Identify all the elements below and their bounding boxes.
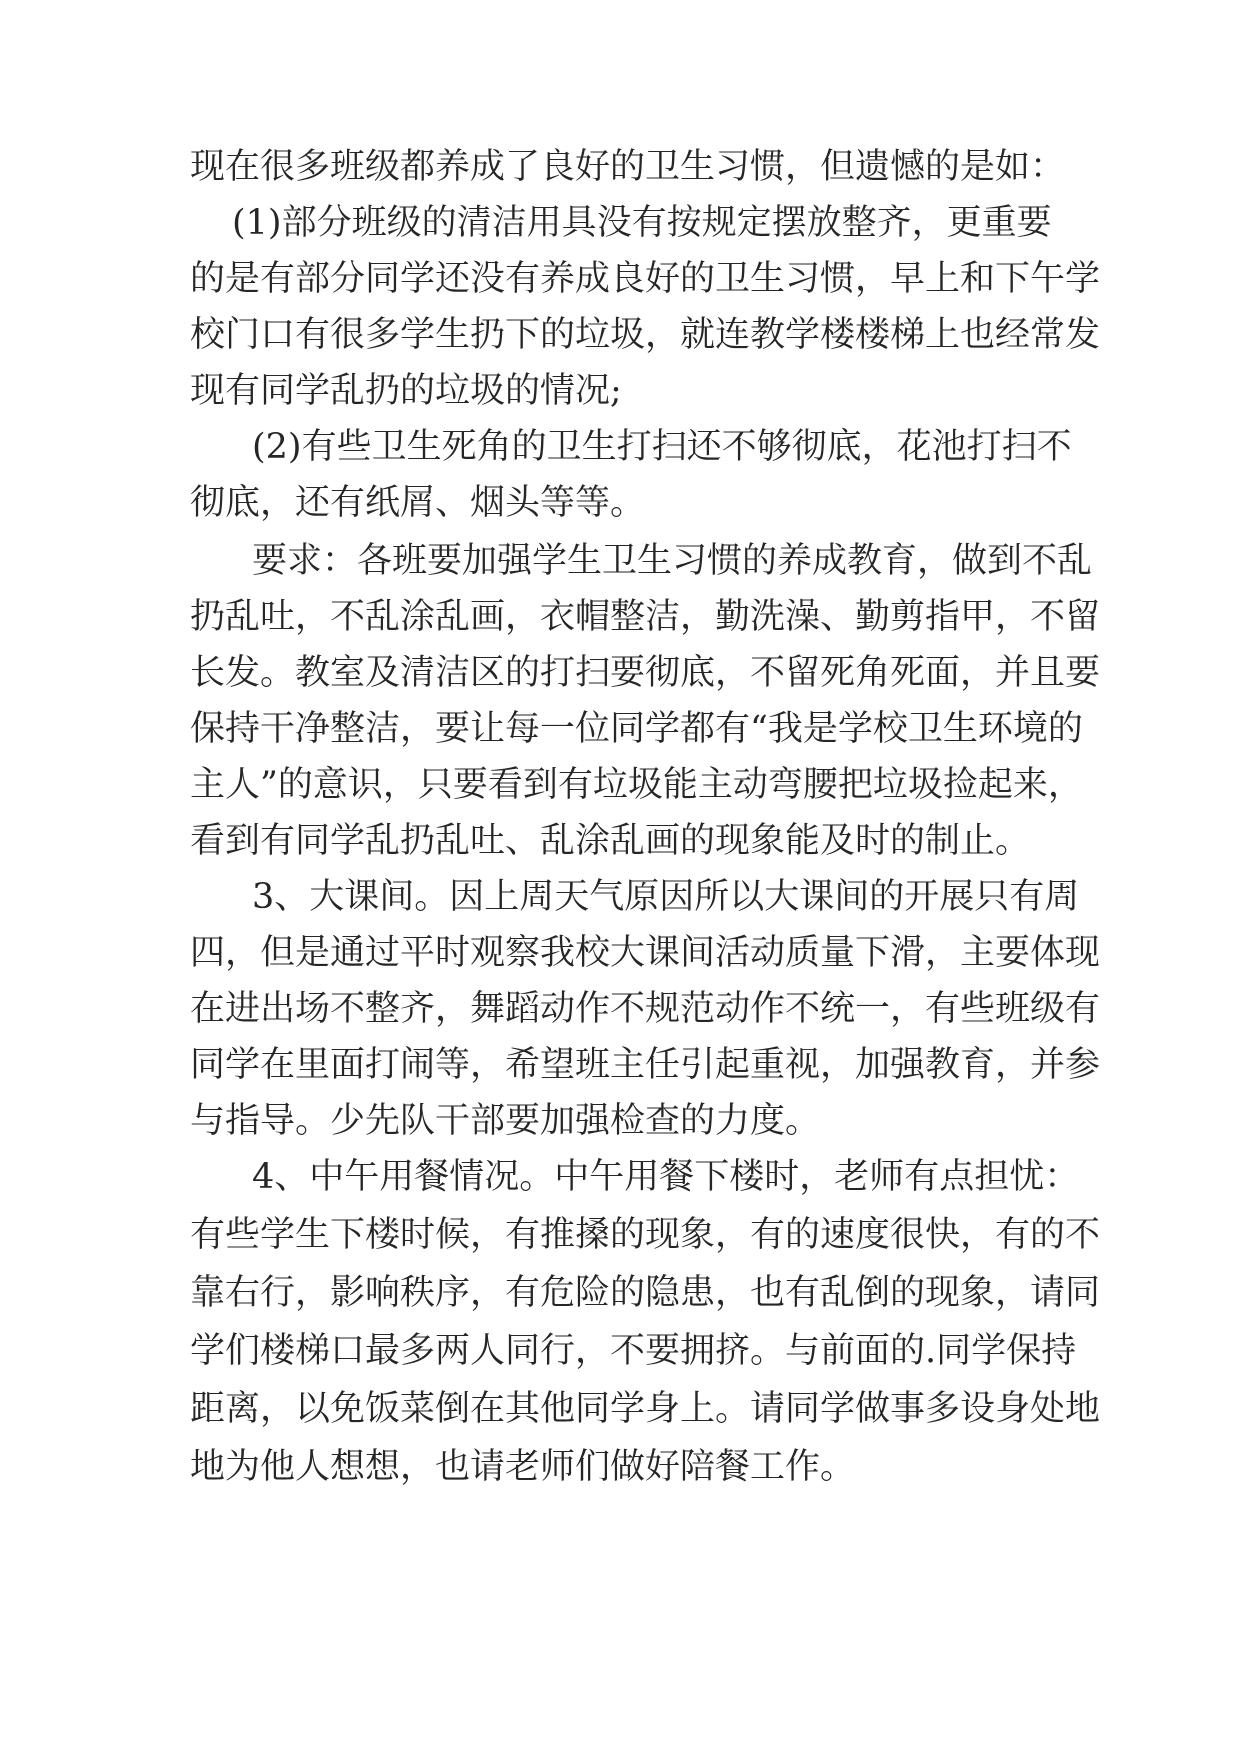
text-line: 有些学生下楼时候，有推搡的现象，有的速度很快，有的不 — [190, 1215, 1101, 1255]
text-line: 现有同学乱扔的垃圾的情况; — [190, 371, 622, 411]
text-line: 彻底，还有纸屑、烟头等等。 — [190, 483, 646, 523]
text-line: (2)有些卫生死角的卫生打扫还不够彻底，花池打扫不 — [252, 427, 1072, 467]
text-line: (1)部分班级的清洁用具没有按规定摆放整齐，更重要 — [232, 203, 1052, 243]
text-line: 长发。教室及清洁区的打扫要彻底，不留死角死面，并且要 — [190, 653, 1101, 693]
text-line: 保持干净整洁，要让每一位同学都有“我是学校卫生环境的 — [190, 709, 1083, 749]
text-line: 现在很多班级都养成了良好的卫生习惯，但遗憾的是如： — [190, 147, 1066, 187]
text-line: 在进出场不整齐，舞蹈动作不规范动作不统一，有些班级有 — [190, 989, 1101, 1029]
text-line: 3、大课间。因上周天气原因所以大课间的开展只有周 — [252, 877, 1080, 917]
text-line: 要求：各班要加强学生卫生习惯的养成教育，做到不乱 — [252, 541, 1093, 581]
text-line: 四，但是通过平时观察我校大课间活动质量下滑，主要体现 — [190, 933, 1101, 973]
text-line: 学们楼梯口最多两人同行，不要拥挤。与前面的.同学保持 — [190, 1331, 1077, 1371]
text-line: 的是有部分同学还没有养成良好的卫生习惯，早上和下午学 — [190, 259, 1101, 299]
text-line: 扔乱吐，不乱涂乱画，衣帽整洁，勤洗澡、勤剪指甲，不留 — [190, 597, 1101, 637]
text-line: 看到有同学乱扔乱吐、乱涂乱画的现象能及时的制止。 — [190, 821, 1031, 861]
text-line: 靠右行，影响秩序，有危险的隐患，也有乱倒的现象，请同 — [190, 1273, 1101, 1313]
text-line: 4、中午用餐情况。中午用餐下楼时，老师有点担忧： — [252, 1157, 1080, 1197]
text-line: 同学在里面打闹等，希望班主任引起重视，加强教育，并参 — [190, 1045, 1101, 1085]
text-line: 地为他人想想，也请老师们做好陪餐工作。 — [190, 1447, 856, 1487]
text-line: 主人”的意识，只要看到有垃圾能主动弯腰把垃圾捡起来， — [190, 765, 1083, 805]
text-line: 距离，以免饭菜倒在其他同学身上。请同学做事多设身处地 — [190, 1389, 1101, 1429]
text-line: 校门口有很多学生扔下的垃圾，就连教学楼楼梯上也经常发 — [190, 315, 1101, 355]
text-line: 与指导。少先队干部要加强检查的力度。 — [190, 1101, 821, 1141]
